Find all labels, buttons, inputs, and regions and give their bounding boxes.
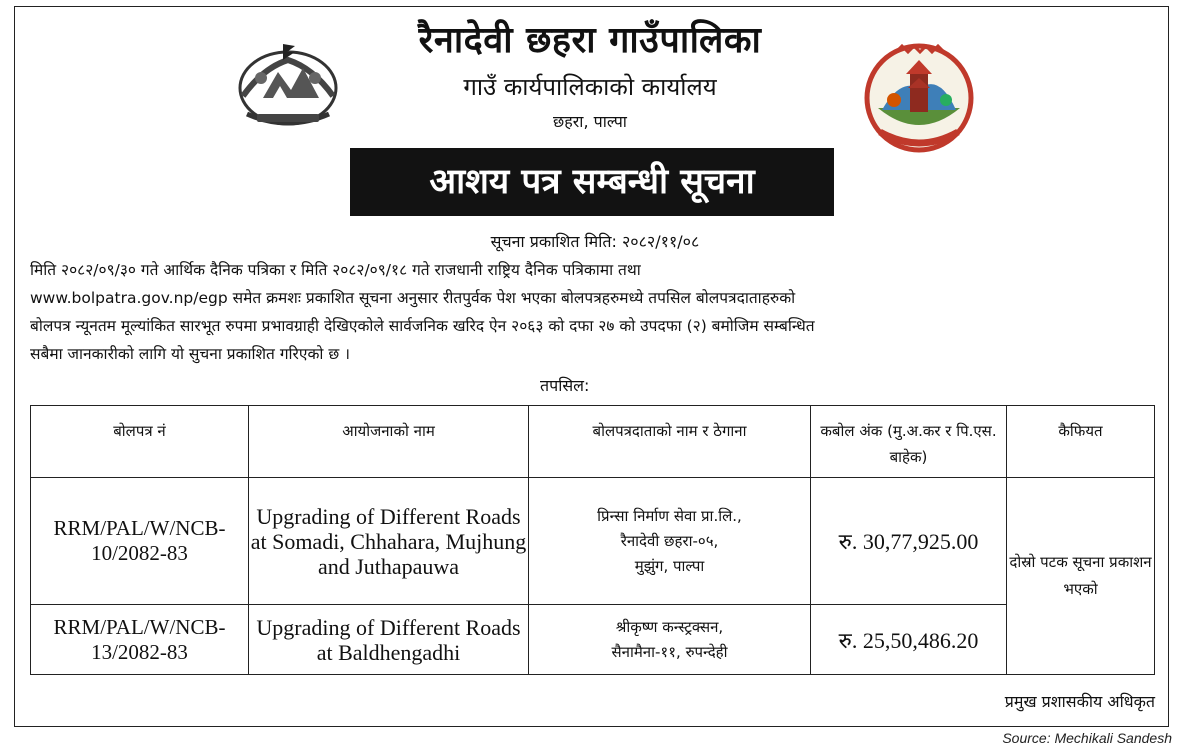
- municipality-logo-icon: [860, 38, 978, 156]
- remarks-cell: दोस्रो पटक सूचना प्रकाशन भएको: [1007, 478, 1155, 675]
- body-line: मिति २०८२/०९/३० गते आर्थिक दैनिक पत्रिका र मिति २०८२/०९/१८ गते राजधानी राष्ट्रिय दैनिक पत्रिकामा तथा: [30, 261, 641, 279]
- bidder-cell: [529, 478, 811, 605]
- bidder-name: प्रिन्सा निर्माण सेवा प्रा.लि.,: [597, 506, 742, 525]
- signatory-title: प्रमुख प्रशासकीय अधिकृत: [1004, 692, 1155, 711]
- header-bid-amount: कबोल अंक (मु.अ.कर र पि.एस. बाहेक): [811, 406, 1007, 478]
- notice-body: [30, 256, 1154, 368]
- body-line: सबैमा जानकारीको लागि यो सुचना प्रकाशित गरिएको छ ।: [30, 345, 350, 363]
- notice-title: आशय पत्र सम्बन्धी सूचना: [350, 148, 834, 216]
- bidder-address: सैनामैना-११, रुपन्देही: [611, 642, 728, 661]
- bidder-cell: [529, 605, 811, 675]
- office-location: छहरा, पाल्पा: [553, 112, 627, 131]
- header-project-name: आयोजनाको नाम: [249, 406, 529, 478]
- bidder-address: रैनादेवी छहरा-०५,: [620, 531, 719, 550]
- published-date: सूचना प्रकाशित मिति: २०८२/११/०८: [490, 232, 700, 251]
- list-label: तपसिल:: [540, 376, 590, 395]
- table-row: [31, 478, 1155, 605]
- body-line: बोलपत्र न्यूनतम मूल्यांकित सारभूत रुपमा प्रभावग्राही देखिएकोले सार्वजनिक खरिद ऐन २०६३ को दफा २७ को उपदफा (२) बमोजिम सम्बन्धित: [30, 317, 815, 335]
- header-bidder: बोलपत्रदाताको नाम र ठेगाना: [529, 406, 811, 478]
- office-name: गाउँ कार्यपालिकाको कार्यालय: [463, 73, 717, 101]
- government-emblem-icon: [233, 38, 343, 134]
- bidder-name: श्रीकृष्ण कन्स्ट्रक्सन,: [615, 617, 724, 636]
- table-row: [31, 605, 1155, 675]
- bid-table: [30, 405, 1155, 675]
- bidder-address: मुझुंग, पाल्पा: [634, 556, 705, 575]
- bid-amount: रु. 30,77,925.00: [811, 478, 1007, 605]
- body-line: www.bolpatra.gov.np/egp समेत क्रमशः प्रकाशित सूचना अनुसार रीतपुर्वक पेश भएका बोलपत्रहरुमध्ये तपसिल बोलपत्रदाताहरुको: [30, 289, 796, 307]
- bid-amount: रु. 25,50,486.20: [811, 605, 1007, 675]
- project-name: Upgrading of Different Roads at Baldhengadhi: [249, 605, 529, 675]
- table-header-row: [31, 406, 1155, 478]
- bid-number: RRM/PAL/W/NCB-10/2082-83: [31, 478, 249, 605]
- header-remarks: कैफियत: [1007, 406, 1155, 478]
- project-name: Upgrading of Different Roads at Somadi, Chhahara, Mujhung and Juthapauwa: [249, 478, 529, 605]
- bid-number: RRM/PAL/W/NCB-13/2082-83: [31, 605, 249, 675]
- header-bid-number: बोलपत्र नं: [31, 406, 249, 478]
- municipality-name: रैनादेवी छहरा गाउँपालिका: [418, 20, 762, 61]
- source-credit: Source: Mechikali Sandesh: [1002, 730, 1172, 746]
